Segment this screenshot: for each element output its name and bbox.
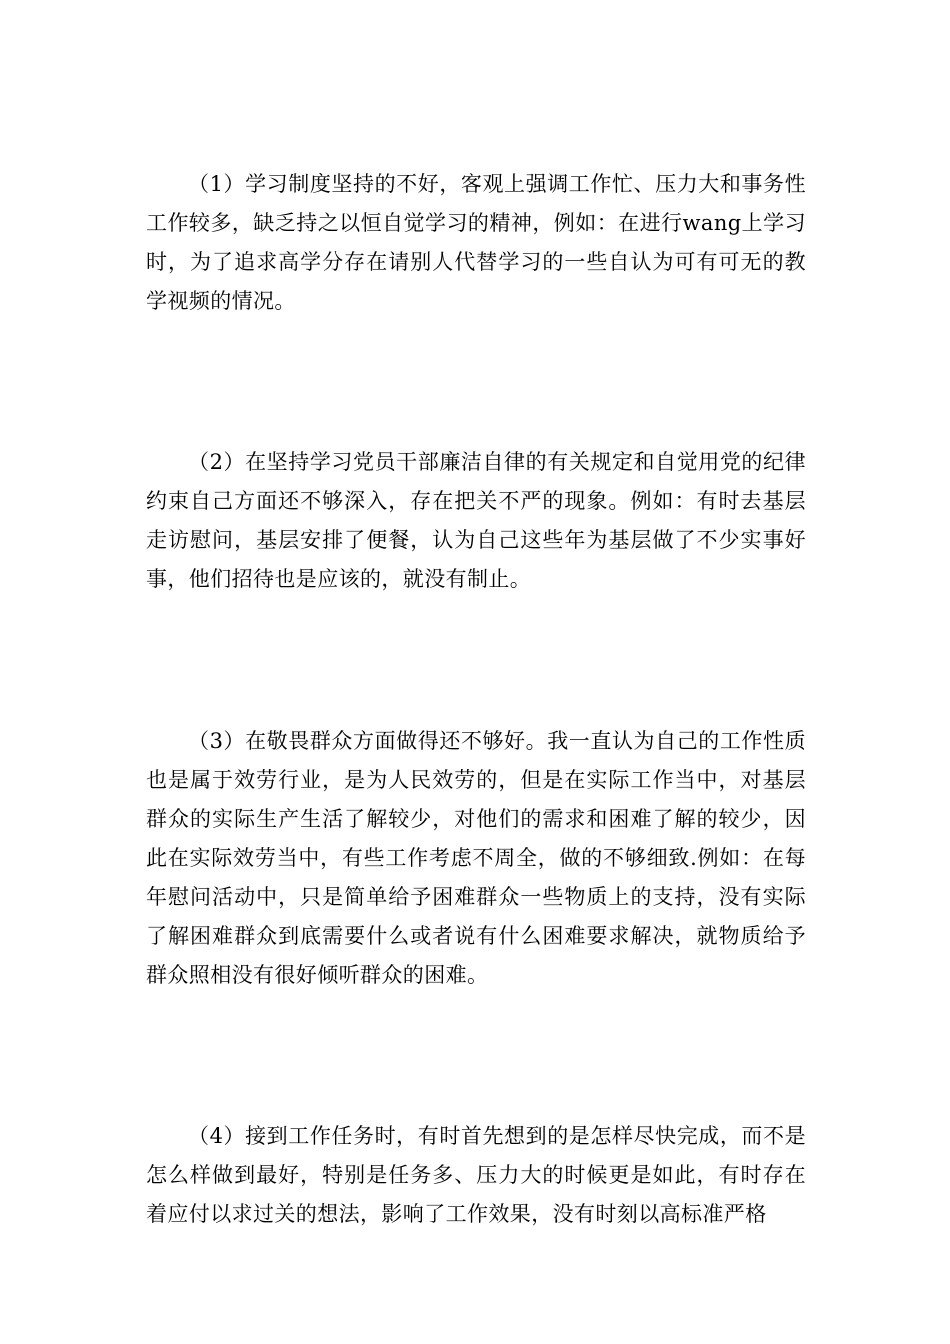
paragraph-4: （4）接到工作任务时，有时首先想到的是怎样尽快完成，而不是怎么样做到最好，特别是任务多、压力大的时候更是如此，有时存在着应付以求过关的想法，影响了工作效果，没有时刻以高标准严格 bbox=[146, 1124, 806, 1226]
paragraph-1: （1）学习制度坚持的不好，客观上强调工作忙、压力大和事务性工作较多，缺乏持之以恒自觉学习的精神，例如：在进行wang上学习时，为了追求高学分存在请别人代替学习的一些自认为可有可无的教学视频的情况。 bbox=[146, 172, 806, 313]
paragraph-2: （2）在坚持学习党员干部廉洁自律的有关规定和自觉用党的纪律约束自己方面还不够深入，存在把关不严的现象。例如：有时去基层走访慰问，基层安排了便餐，认为自己这些年为基层做了不少实事好事，他们招待也是应该的，就没有制止。 bbox=[146, 450, 806, 591]
paragraph-3: （3）在敬畏群众方面做得还不够好。我一直认为自己的工作性质也是属于效劳行业，是为人民效劳的，但是在实际工作当中，对基层群众的实际生产生活了解较少，对他们的需求和困难了解的较少，因此在实际效劳当中，有些工作考虑不周全，做的不够细致.例如：在每年慰问活动中，只是简单给予困难群众一些物质上的支持，没有实际了解困难群众到底需要什么或者说有什么困难要求解决，就物质给予群众照相没有很好倾听群众的困难。 bbox=[146, 729, 806, 987]
